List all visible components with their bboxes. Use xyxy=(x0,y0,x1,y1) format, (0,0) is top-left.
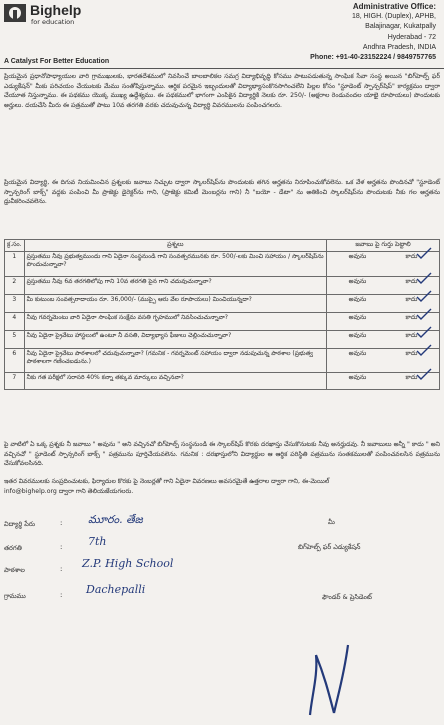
table-row xyxy=(5,331,440,349)
tick-mark-icon xyxy=(416,247,432,259)
contact-paragraph: ఇతర వివరములకు సంప్రదించుటకు, ఫిర్యాదుల కొరకు పై నెంబర్లతో గాని ఏదైనా వివరణలు అవసరమైతే ఉత్తరాల ద్వారా గాని, ఈ-మెయిల్ xyxy=(4,478,330,485)
organization-name: బిగ్‌హెల్ప్ ఫర్ ఎడ్యుకేషన్ xyxy=(298,543,361,551)
question-text: నీవు ఏదైనా ప్రైవేటు పాఠశాలలో చదువుచున్నావా? (గమనిక - గవర్నమెంట్ సహాయం ద్వారా నడుపుచున్న పాఠశాల (ప్రభుత్వ పాఠశాలగా గణించబడును.) xyxy=(24,349,326,373)
question-text: మీ కుటుంబ సంవత్సరాదాయం రూ. 36,000/- (ముప్పై ఆరు వేల రూపాయలు) మించియున్నదా? xyxy=(24,295,326,313)
field-value-village: Dachepalli xyxy=(86,583,146,596)
student-paragraph: ప్రియమైన విద్యార్థి, ఈ దిగువ నియమించిన ప్రశ్నలకు జవాబు నిచ్చుట ద్వారా స్కాలర్‌షిప్‌ను పొందుటకు తగిన అర్హతను నిరూపించుకోవలెను. ఒక వేళ అర్హతను పొందినచో "స్టూడెంట్ స్పాన్సరింగ్ బాక్స్" వద్దకు పంపించి మీ ప్రాజెక్టు డైరెక్టర్‌ను గాని, (ప్రాజెక్టు కమిటీ మెంబర్లను గాని) నీ "బయో - డేటా" ను అతికించి స్కాలర్‌షిప్‌ను పొందుటకు నీకు గల అర్హతను ధ్రువీకరించవలెను. xyxy=(4,179,440,206)
eligibility-paragraph: పై వాటిలో ఏ ఒక్క ప్రశ్నకు నీ జవాబు " అవును " అని వచ్చినచో బిగ్‌హెల్ప్ సంస్థనుండి ఈ స్కాలర్‌షిప్ కొరకు దరఖాస్తు చేసుకొనుటకు నీవు అనర్హుడవు. నీ జవాబులు అన్నీ " కాదు " అని వచ్చినచో " స్టూడెంట్ స్పాన్సరింగ్ బాక్స్ " పత్రమును పూర్తిచేయవలెను. గమనిక : దరఖాస్తులోని విద్యార్థుల ఆ ఆర్థిక పరిస్థితి పత్రమును సంతకములతో పంపించవలసిన పత్రమును చేసుకోవలసినది. xyxy=(4,441,440,468)
answer-no[interactable]: కాదు xyxy=(406,278,418,286)
closing-word: మీ xyxy=(328,518,335,526)
answer-yes[interactable]: అవును xyxy=(348,278,367,285)
question-text: నీవు ఏదైనా ప్రైవేటు హాస్టలులో ఉంటూ నీ వసతి, విద్యాభ్యాస ఫీజులు చెల్లించుచున్నావా? xyxy=(24,331,326,349)
signatory-title: ఫౌండర్ & ప్రెసిడెంట్ xyxy=(322,593,372,601)
colon: : xyxy=(60,543,63,551)
answer-no[interactable]: కాదు xyxy=(406,314,418,322)
colon: : xyxy=(60,591,63,599)
table-row xyxy=(5,252,440,277)
field-value-class: 7th xyxy=(88,535,107,548)
header-questions: ప్రశ్నలు xyxy=(24,240,326,252)
tick-mark-icon xyxy=(416,308,432,320)
answer-no[interactable]: కాదు xyxy=(406,374,418,382)
answer-no[interactable]: కాదు xyxy=(406,253,418,261)
field-value-school: Z.P. High School xyxy=(82,557,174,570)
tick-mark-icon xyxy=(416,344,432,356)
answer-yes[interactable]: అవును xyxy=(348,350,367,357)
table-row xyxy=(5,313,440,331)
signature-scribble-icon xyxy=(300,635,360,720)
tick-mark-icon xyxy=(416,290,432,302)
question-text: నీకు గత పరీక్షలో సరాసరి 40% కన్నా తక్కువ మార్కులు వచ్చినవా? xyxy=(24,373,326,390)
question-text: ప్రస్తుతము నీవు 6వ తరగతిలోపు గాని 10వ తరగతి పైన గాని చదువుచున్నావా? xyxy=(24,277,326,295)
colon: : xyxy=(60,519,63,527)
row-number: 4 xyxy=(5,313,25,331)
tick-mark-icon xyxy=(416,272,432,284)
header-answer: జవాబు పై గుర్తు పెట్టాలి xyxy=(327,240,440,252)
table-row xyxy=(5,349,440,373)
address-line: Andhra Pradesh, INDIA xyxy=(362,43,436,51)
row-number: 6 xyxy=(5,349,25,373)
phone-line: Phone: +91-40-23152224 / 9849757765 xyxy=(310,54,436,62)
answer-no[interactable]: కాదు xyxy=(406,296,418,304)
colon: : xyxy=(60,565,63,573)
address-line: Hyderabad - 72 xyxy=(387,33,436,41)
field-label-name: విద్యార్థి పేరు xyxy=(4,520,36,528)
question-text: నీవు గవర్నమెంటు వారి ఏదైనా సాంఘిక సంక్షేమ వసతి గృహములో నివసించుచున్నావా? xyxy=(24,313,326,331)
answer-no[interactable]: కాదు xyxy=(406,350,418,358)
question-text: ప్రస్తుతము నీవు ప్రభుత్వముందు గాని ఏదైనా సంస్థనుండి గాని సంవత్సరమునకు రూ. 500/-లకు మించి సహాయం / స్కాలర్‌షిప్‌ను పొందుచున్నావా? xyxy=(24,252,326,277)
logo-icon xyxy=(4,4,26,22)
answer-yes[interactable]: అవును xyxy=(348,374,367,381)
field-label-class: తరగతి xyxy=(4,544,22,552)
intro-paragraph: ప్రియమైన ప్రధానోపాధ్యాయుల వారి గ్రాముఖులకు, భారతదేశములో నివసించే బాలబాలికల సమగ్ర విద్యాభివృద్ధి కోసము పాటుపడుతున్న సాంఘిక సేవా సంస్థ అయిన "బిగ్‌హెల్ప్ ఫర్ ఎడ్యుకేషన్" మీకు పరిచయం చేయుటకు మేము సంతోషిస్తున్నాము. ఆర్థిక పరమైన ఇబ్బందులతో విద్యాభ్యాసంకొనసాగించలేని పిల్లల కోసం "స్టూడెంట్ స్పాన్సర్‌షిప్" కార్యక్రమం ద్వారా చేయూత నిస్తున్నాము. ఈ పథకము యొక్క ముఖ్య ఉద్దేశ్యము. ఈ పథకములో భాగంగా ఎంపికైన విద్యార్థికి నెలకు రూ. 250/- (అక్షరాల రెండువందల యాభై రూపాయలు) పొందుటకు అర్హులు. దయచేసి మీరు ఈ పత్రముతో పాటు 10వ తరగతి వరకు చదువుచున్న విద్యార్థి వివరములను పంపించగలరు. xyxy=(4,73,440,109)
address-line: Balajinagar, Kukatpally xyxy=(365,23,436,31)
row-number: 3 xyxy=(5,295,25,313)
row-number: 2 xyxy=(5,277,25,295)
table-row xyxy=(5,277,440,295)
office-address xyxy=(310,2,436,63)
field-label-school: పాఠశాల xyxy=(4,566,25,574)
brand-name: Bighelp xyxy=(30,2,82,18)
row-number: 5 xyxy=(5,331,25,349)
field-value-name: మూరం. తేజ xyxy=(88,513,143,526)
office-title: Administrative Office: xyxy=(352,2,436,11)
tagline: A Catalyst For Better Education xyxy=(4,58,110,65)
row-number: 7 xyxy=(5,373,25,390)
tick-mark-icon xyxy=(416,368,432,380)
answer-yes[interactable]: అవును xyxy=(348,314,367,321)
answer-no[interactable]: కాదు xyxy=(406,332,418,340)
table-row xyxy=(5,373,440,390)
email-line: info@bighelp.org ద్వారా గాని తెలియజేయగలరు. xyxy=(4,488,134,495)
tick-mark-icon xyxy=(416,326,432,338)
brand-subtitle: for education xyxy=(31,18,75,26)
questions-table xyxy=(4,239,440,390)
row-number: 1 xyxy=(5,252,25,277)
answer-cell xyxy=(327,373,440,390)
answer-yes[interactable]: అవును xyxy=(348,253,367,260)
answer-yes[interactable]: అవును xyxy=(348,332,367,339)
table-row xyxy=(5,295,440,313)
address-line: 18, HIGH. (Duplex), APHB, xyxy=(351,13,436,21)
header-serial: క్ర.సం. xyxy=(5,240,25,252)
header-divider xyxy=(0,68,444,69)
field-label-village: గ్రామము xyxy=(4,592,26,600)
answer-yes[interactable]: అవును xyxy=(348,296,367,303)
